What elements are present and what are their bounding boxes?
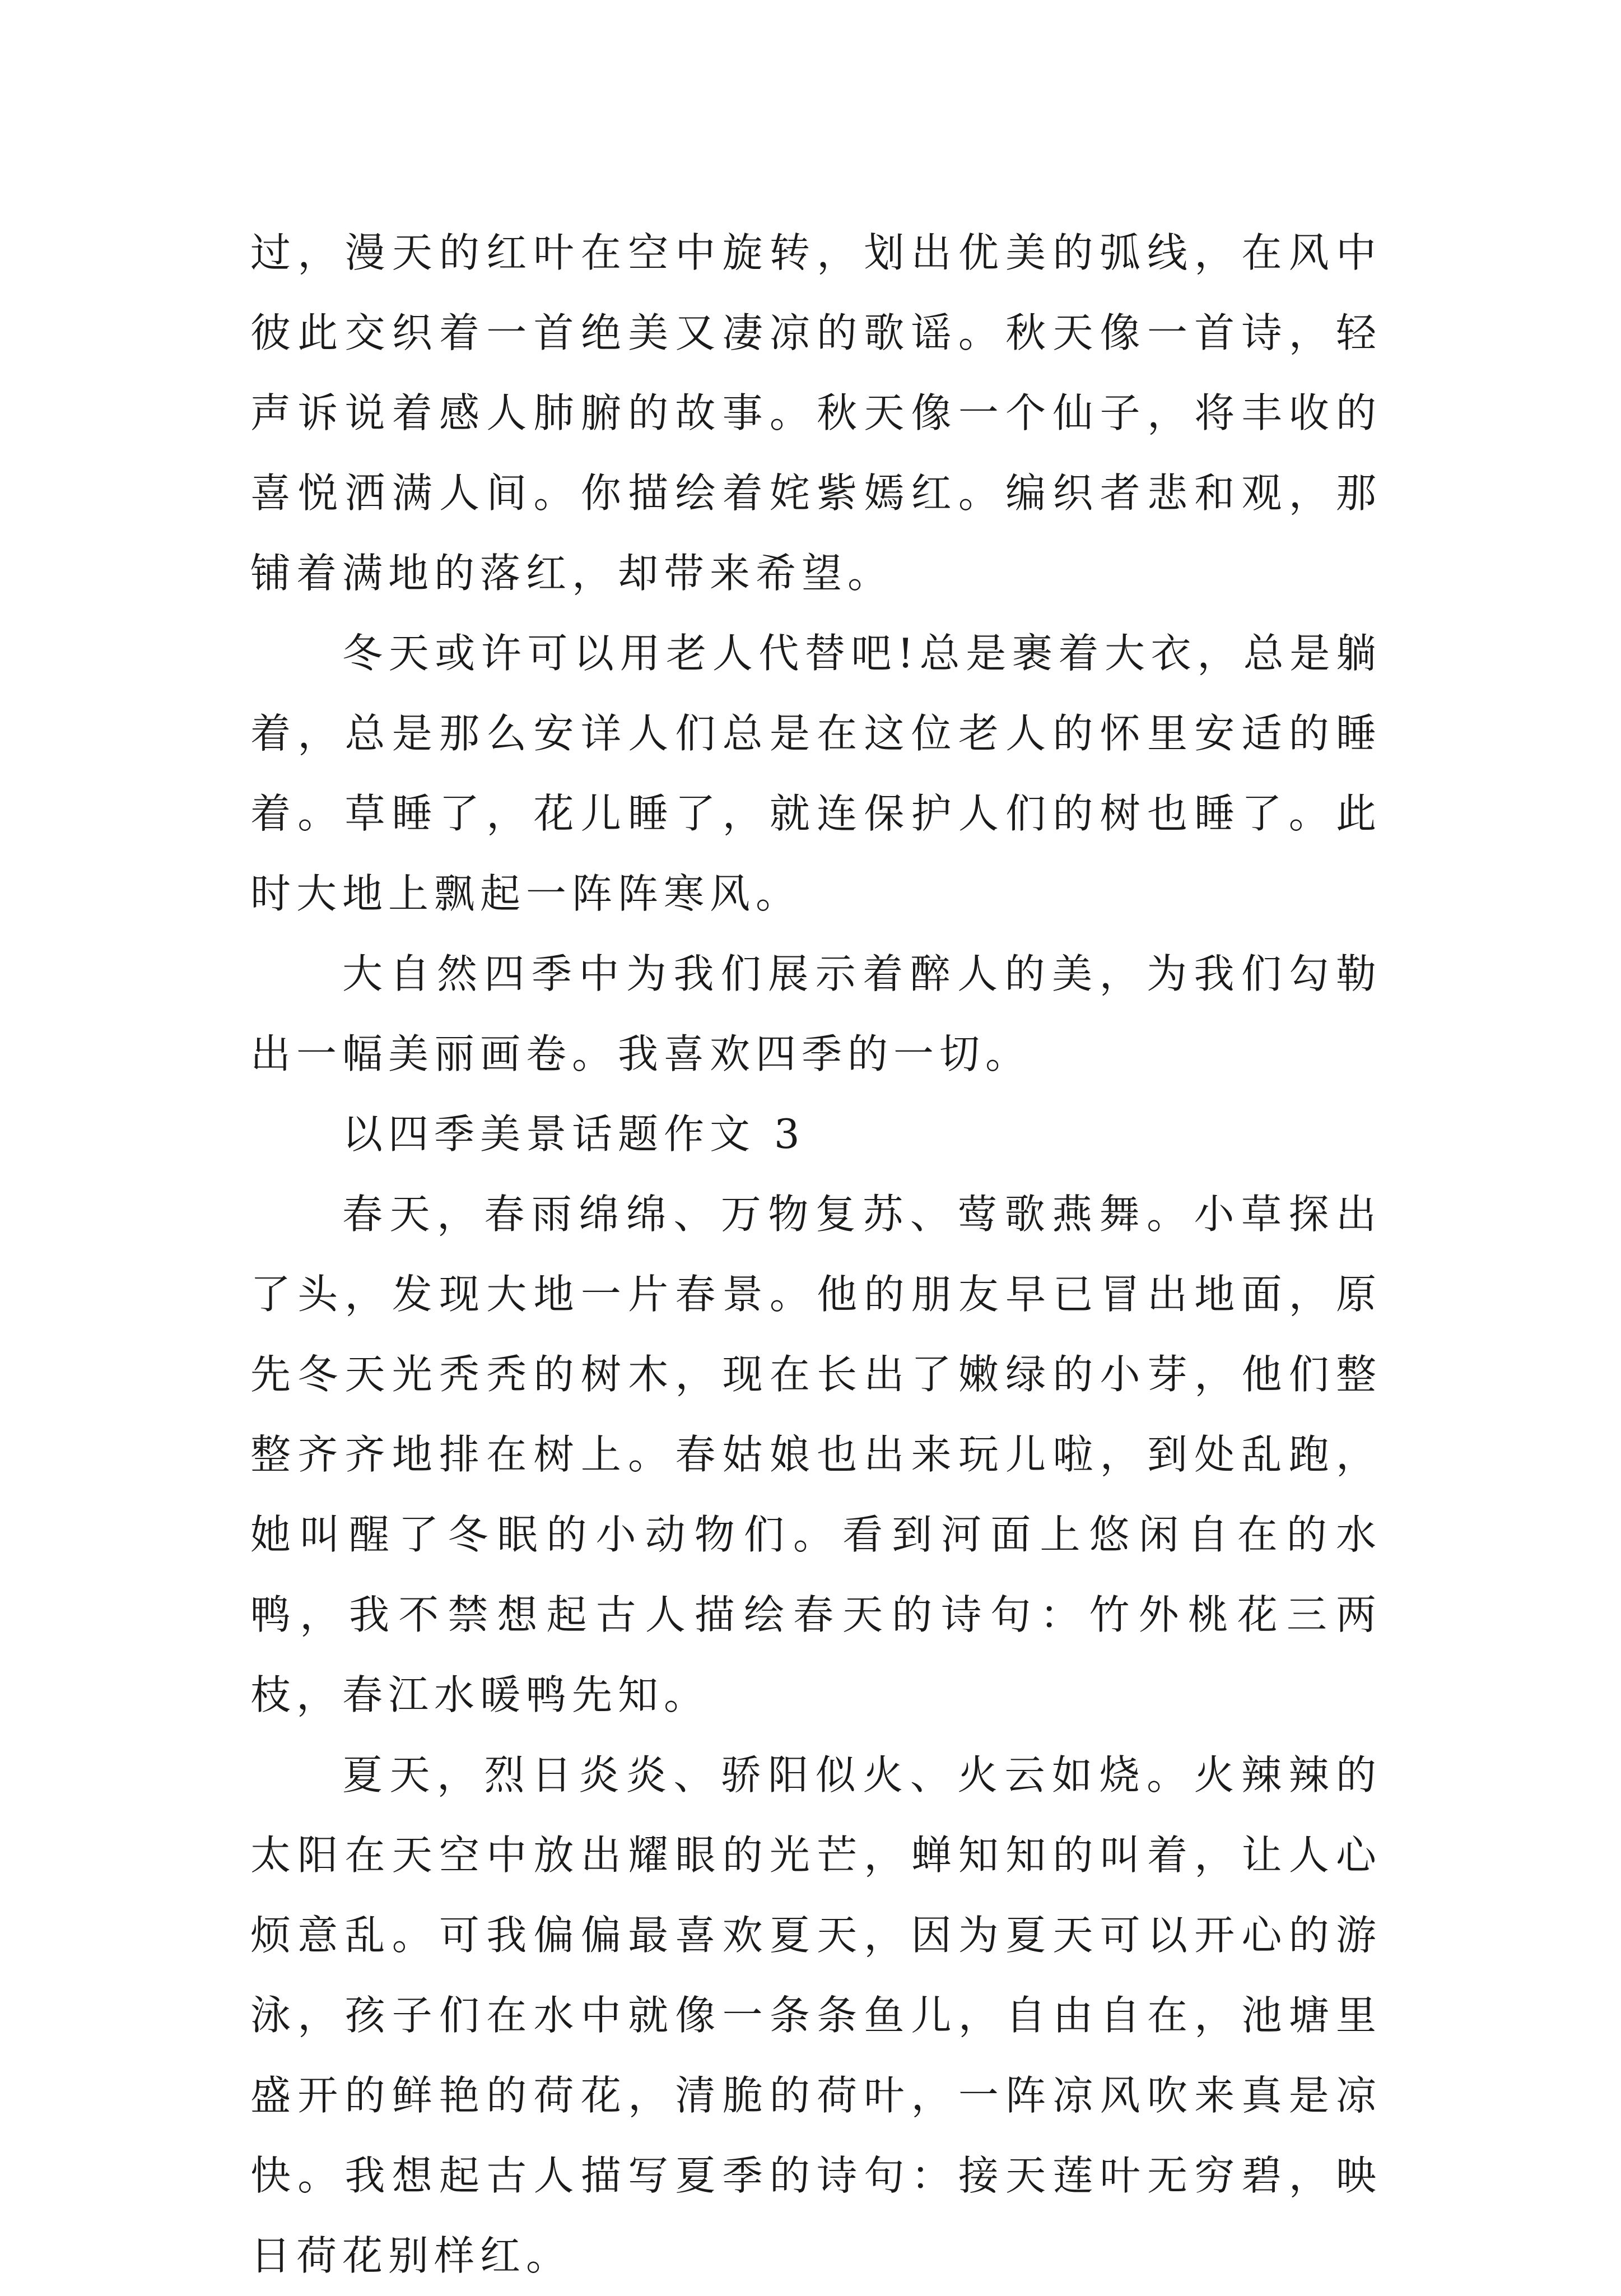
paragraph-conclusion: 大自然四季中为我们展示着醉人的美，为我们勾勒出一幅美丽画卷。我喜欢四季的一切。 — [250, 950, 1382, 1077]
paragraph-autumn-continued: 过，漫天的红叶在空中旋转，划出优美的弧线，在风中彼此交织着一首绝美又凄凉的歌谣。秋天像一首诗，轻声诉说着感人肺腑的故事。秋天像一个仙子，将丰收的喜悦洒满人间。你描绘着姹紫嫣红。编织者悲和观，那铺着满地的落红，却带来希望。 — [250, 229, 1382, 597]
document-body — [250, 213, 1382, 2296]
paragraph-summer: 夏天，烈日炎炎、骄阳似火、火云如烧。火辣辣的太阳在天空中放出耀眼的光芒，蝉知知的叫着，让人心烦意乱。可我偏偏最喜欢夏天，因为夏天可以开心的游泳，孩子们在水中就像一条条鱼儿，自由自在，池塘里盛开的鲜艳的荷花，清脆的荷叶，一阵凉风吹来真是凉快。我想起古人描写夏季的诗句：接天莲叶无穷碧，映日荷花别样红。 — [250, 1751, 1382, 2279]
section-title: 以四季美景话题作文 3 — [342, 1110, 805, 1158]
paragraph-winter: 冬天或许可以用老人代替吧!总是裹着大衣，总是躺着，总是那么安详人们总是在这位老人的怀里安适的睡着。草睡了，花儿睡了，就连保护人们的树也睡了。此时大地上飘起一阵阵寒风。 — [250, 630, 1382, 917]
paragraph-spring: 春天，春雨绵绵、万物复苏、莺歌燕舞。小草探出了头，发现大地一片春景。他的朋友早已冒出地面，原先冬天光秃秃的树木，现在长出了嫩绿的小芽，他们整整齐齐地排在树上。春姑娘也出来玩儿啦，到处乱跑，她叫醒了冬眠的小动物们。看到河面上悠闲自在的水鸭，我不禁想起古人描绘春天的诗句：竹外桃花三两枝，春江水暖鸭先知。 — [250, 1191, 1382, 1718]
